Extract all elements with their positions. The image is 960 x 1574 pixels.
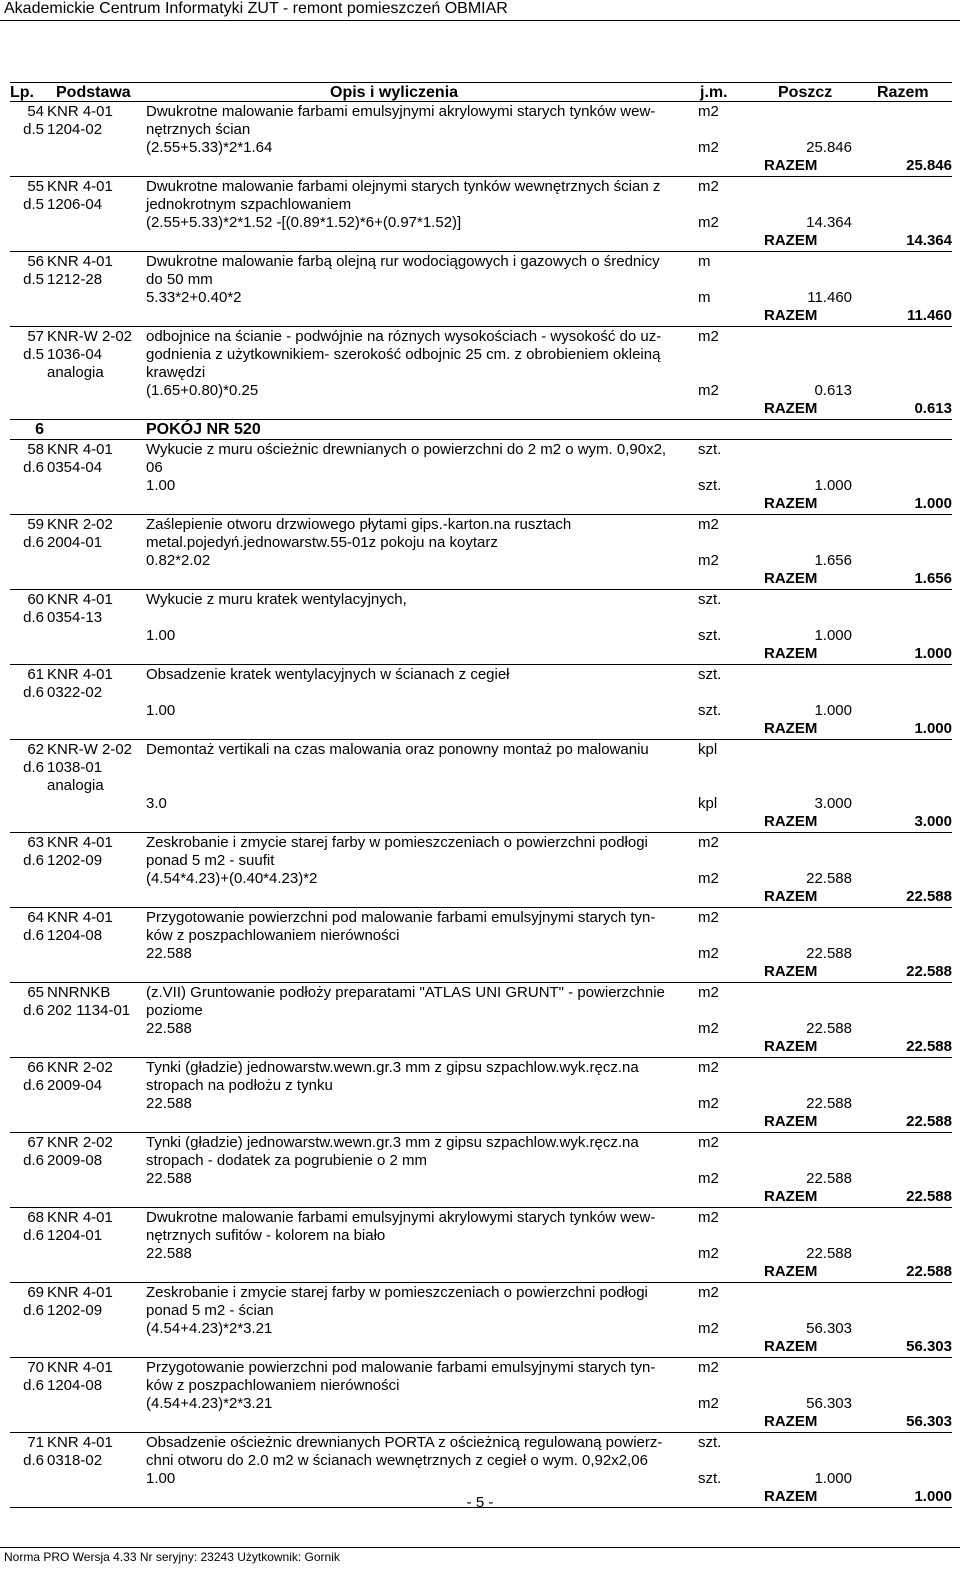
- item-partial-value: 3.000: [814, 795, 852, 812]
- item-total-value: 1.000: [914, 645, 952, 662]
- item-basis-line: KNR-W 2-02: [47, 741, 133, 758]
- item-unit: szt.: [698, 591, 722, 608]
- item-formula-unit: m2: [698, 139, 719, 156]
- item-basis-line: 1204-01: [47, 1227, 103, 1244]
- item-number: [10, 741, 44, 777]
- item-lp2: d.6: [23, 684, 44, 701]
- item-unit: m2: [698, 103, 719, 120]
- item-basis: [47, 666, 113, 702]
- item-total-label: RAZEM: [764, 1113, 818, 1130]
- item-total-value: 56.303: [906, 1413, 952, 1430]
- item-basis-line: KNR 4-01: [47, 1209, 113, 1226]
- item-partial-value: 14.364: [806, 214, 852, 231]
- item-formula-unit: szt.: [698, 477, 722, 494]
- item-lp: 55: [27, 178, 44, 195]
- item-number: [10, 441, 44, 477]
- item-total-label: RAZEM: [764, 157, 818, 174]
- table-row: [10, 590, 952, 665]
- col-opis: Opis i wyliczenia: [330, 84, 459, 101]
- item-basis: [47, 103, 113, 139]
- item-number: [10, 984, 44, 1020]
- item-basis-line: KNR 4-01: [47, 591, 113, 608]
- item-basis: [47, 441, 113, 477]
- item-formula: 1.00: [146, 477, 176, 494]
- item-number: [10, 253, 44, 289]
- item-lp: 70: [27, 1359, 44, 1376]
- item-unit: m2: [698, 909, 719, 926]
- item-formula-unit: m2: [698, 552, 719, 569]
- item-total-label: RAZEM: [764, 1038, 818, 1055]
- item-basis-line: KNR 2-02: [47, 516, 113, 533]
- item-basis: [47, 516, 113, 552]
- item-number: [10, 178, 44, 214]
- item-number: [10, 1209, 44, 1245]
- item-basis: [47, 1434, 113, 1470]
- item-partial-value: 22.588: [806, 1095, 852, 1112]
- item-basis-line: 1204-02: [47, 121, 103, 138]
- item-number: [10, 516, 44, 552]
- item-formula: (2.55+5.33)*2*1.52 -[(0.89*1.52)*6+(0.97*1.52)]: [146, 214, 462, 231]
- item-formula: 3.0: [146, 795, 167, 812]
- item-basis: [47, 909, 113, 945]
- item-lp2: d.6: [23, 852, 44, 869]
- item-formula-unit: szt.: [698, 702, 722, 719]
- item-lp: 61: [27, 666, 44, 683]
- item-basis-line: 1204-08: [47, 927, 103, 944]
- item-number: [10, 1134, 44, 1170]
- item-basis-line: 1202-09: [47, 1302, 103, 1319]
- item-total-label: RAZEM: [764, 1263, 818, 1280]
- item-total-value: 1.000: [914, 1488, 952, 1505]
- item-formula-unit: m2: [698, 1395, 719, 1412]
- item-unit: m2: [698, 328, 719, 345]
- item-partial-value: 1.000: [814, 1470, 852, 1487]
- item-total-value: 22.588: [906, 1113, 952, 1130]
- item-basis-line: KNR 2-02: [47, 1134, 113, 1151]
- item-number: [10, 591, 44, 627]
- item-lp: 59: [27, 516, 44, 533]
- item-description: Demontaż vertikali na czas malowania oraz ponowny montaż po malowaniu: [146, 741, 649, 758]
- item-formula-unit: m2: [698, 1245, 719, 1262]
- item-basis-line: analogia: [47, 364, 104, 381]
- col-jm: j.m.: [700, 84, 728, 101]
- item-total-label: RAZEM: [764, 963, 818, 980]
- room-title: POKÓJ NR 520: [146, 421, 261, 438]
- item-description: Obsadzenie kratek wentylacyjnych w ścianach z cegieł: [146, 666, 510, 683]
- item-basis: [47, 1134, 113, 1170]
- item-basis-line: 202 1134-01: [47, 1002, 131, 1019]
- item-lp2: d.6: [23, 1377, 44, 1394]
- item-formula: (4.54+4.23)*2*3.21: [146, 1320, 273, 1337]
- footer-text: Norma PRO Wersja 4.33 Nr seryjny: 23243 Użytkownik: Gornik: [4, 1550, 340, 1564]
- item-partial-value: 1.656: [814, 552, 852, 569]
- item-formula: (4.54+4.23)*2*3.21: [146, 1395, 273, 1412]
- item-total-label: RAZEM: [764, 1488, 818, 1505]
- item-number: [10, 834, 44, 870]
- item-total-label: RAZEM: [764, 307, 818, 324]
- item-basis: [47, 253, 113, 289]
- item-total-value: 14.364: [906, 232, 952, 249]
- item-total-value: 25.846: [906, 157, 952, 174]
- table-row: [10, 515, 952, 590]
- item-formula: (1.65+0.80)*0.25: [146, 382, 259, 399]
- item-total-value: 1.656: [914, 570, 952, 587]
- table-row: [10, 177, 952, 252]
- item-basis-line: 1038-01: [47, 759, 103, 776]
- table-row: [10, 1283, 952, 1358]
- table-row: [10, 1358, 952, 1433]
- table-row: [10, 740, 952, 833]
- room-row: [10, 420, 952, 440]
- item-basis-line: NNRNKB: [47, 984, 111, 1001]
- item-unit: m2: [698, 516, 719, 533]
- item-basis: [47, 328, 132, 382]
- item-total-value: 22.588: [906, 963, 952, 980]
- item-partial-value: 56.303: [806, 1395, 852, 1412]
- item-number: [10, 909, 44, 945]
- table-row: [10, 252, 952, 327]
- item-formula-unit: m2: [698, 1095, 719, 1112]
- item-partial-value: 22.588: [806, 1245, 852, 1262]
- item-total-value: 11.460: [906, 307, 952, 324]
- item-number: [10, 1434, 44, 1470]
- page-number: - 5 -: [466, 1494, 494, 1511]
- item-formula-unit: m2: [698, 870, 719, 887]
- col-lp: Lp.: [10, 84, 34, 101]
- item-lp2: d.5: [23, 121, 44, 138]
- item-total-label: RAZEM: [764, 888, 818, 905]
- item-total-label: RAZEM: [764, 570, 818, 587]
- item-lp2: d.6: [23, 1152, 44, 1169]
- item-lp2: d.6: [23, 927, 44, 944]
- footer-rule: [0, 1547, 960, 1548]
- table-row: [10, 440, 952, 515]
- item-lp: 67: [27, 1134, 44, 1151]
- item-number: [10, 1284, 44, 1320]
- item-description: Wykucie z muru ościeżnic drewnianych o powierzchni do 2 m2 o wym. 0,90x2, 06: [146, 441, 667, 476]
- item-lp2: d.6: [23, 1227, 44, 1244]
- item-lp2: d.5: [23, 271, 44, 288]
- item-total-label: RAZEM: [764, 813, 818, 830]
- item-formula-unit: kpl: [698, 795, 718, 812]
- item-formula: 1.00: [146, 702, 176, 719]
- item-description: odbojnice na ścianie - podwójnie na róznych wysokościach - wysokość do uz- godnienia z użytkownikiem- szerokość odbojnic 25 cm. z obrobieniem okleiną krawędzi: [146, 328, 662, 381]
- item-lp: 66: [27, 1059, 44, 1076]
- table-row: [10, 983, 952, 1058]
- item-description: Dwukrotne malowanie farbami olejnymi starych tynków wewnętrznych ścian z jednokrotnym szpachlowaniem: [146, 178, 661, 213]
- item-unit: m: [698, 253, 711, 270]
- item-lp2: d.6: [23, 1077, 44, 1094]
- item-lp2: d.5: [23, 196, 44, 213]
- item-basis-line: KNR 4-01: [47, 253, 113, 270]
- col-razem: Razem: [877, 84, 929, 101]
- item-basis-line: KNR 4-01: [47, 1434, 113, 1451]
- item-basis: [47, 591, 113, 627]
- item-lp: 60: [27, 591, 44, 608]
- item-partial-value: 56.303: [806, 1320, 852, 1337]
- item-description: Zeskrobanie i zmycie starej farby w pomieszczeniach o powierzchni podłogi ponad 5 m2 - ścian: [146, 1284, 648, 1319]
- item-basis: [47, 984, 130, 1020]
- item-basis-line: 2009-04: [47, 1077, 103, 1094]
- item-formula-unit: m2: [698, 1020, 719, 1037]
- item-description: Dwukrotne malowanie farbami emulsyjnymi akrylowymi starych tynków wew- nętrznych ścian: [146, 103, 656, 138]
- item-total-value: 3.000: [914, 813, 952, 830]
- item-unit: m2: [698, 834, 719, 851]
- item-total-value: 0.613: [914, 400, 952, 417]
- item-total-label: RAZEM: [764, 232, 818, 249]
- table-row: [10, 833, 952, 908]
- table-row: [10, 1133, 952, 1208]
- item-number: [10, 1359, 44, 1395]
- item-formula: 1.00: [146, 1470, 176, 1487]
- item-total-label: RAZEM: [764, 720, 818, 737]
- item-basis: [47, 834, 113, 870]
- table-body: [10, 102, 952, 1508]
- item-lp: 63: [27, 834, 44, 851]
- item-partial-value: 22.588: [806, 945, 852, 962]
- item-formula: 5.33*2+0.40*2: [146, 289, 242, 306]
- table-row: [10, 102, 952, 177]
- item-formula-unit: m2: [698, 945, 719, 962]
- item-basis-line: KNR 4-01: [47, 441, 113, 458]
- item-basis: [47, 1359, 113, 1395]
- item-basis-line: KNR-W 2-02: [47, 328, 133, 345]
- col-poszcz: Poszcz: [778, 84, 833, 101]
- item-lp: 54: [27, 103, 44, 120]
- item-unit: m2: [698, 984, 719, 1001]
- item-total-value: 56.303: [906, 1338, 952, 1355]
- item-number: [10, 103, 44, 139]
- item-lp: 64: [27, 909, 44, 926]
- item-lp: 68: [27, 1209, 44, 1226]
- item-basis: [47, 1284, 113, 1320]
- item-total-label: RAZEM: [764, 1188, 818, 1205]
- item-total-value: 22.588: [906, 1263, 952, 1280]
- item-description: Zaślepienie otworu drzwiowego płytami gips.-karton.na rusztach metal.pojedyń.jednowarstw.55-01z pokoju na koytarz: [146, 516, 572, 551]
- item-unit: szt.: [698, 1434, 722, 1451]
- item-unit: m2: [698, 178, 719, 195]
- item-formula: 0.82*2.02: [146, 552, 211, 569]
- item-formula-unit: szt.: [698, 627, 722, 644]
- item-partial-value: 1.000: [814, 702, 852, 719]
- item-formula-unit: m: [698, 289, 711, 306]
- table-row: [10, 908, 952, 983]
- item-unit: m2: [698, 1209, 719, 1226]
- page-header-title: Akademickie Centrum Informatyki ZUT - remont pomieszczeń OBMIAR: [4, 0, 508, 17]
- item-description: Dwukrotne malowanie farbami emulsyjnymi akrylowymi starych tynków wew- nętrznych sufitów - kolorem na biało: [146, 1209, 656, 1244]
- item-description: Przygotowanie powierzchni pod malowanie farbami emulsyjnymi starych tyn- ków z poszpachlowaniem nierówności: [146, 909, 656, 944]
- item-partial-value: 22.588: [806, 870, 852, 887]
- item-basis-line: 0318-02: [47, 1452, 103, 1469]
- item-formula-unit: m2: [698, 382, 719, 399]
- item-basis-line: 0354-04: [47, 459, 103, 476]
- item-formula: 22.588: [146, 1095, 192, 1112]
- item-basis-line: 0354-13: [47, 609, 103, 626]
- item-number: [10, 328, 44, 364]
- item-unit: m2: [698, 1134, 719, 1151]
- item-lp2: d.5: [23, 346, 44, 363]
- table-row: [10, 1058, 952, 1133]
- item-formula: 22.588: [146, 1020, 192, 1037]
- item-description: Obsadzenie ościeżnic drewnianych PORTA z ościeżnicą regulowaną powierz- chni otworu do 2.0 m2 w ścianach wewnętrznych z cegieł o wym. 0,92x2,06: [146, 1434, 663, 1469]
- item-total-value: 1.000: [914, 720, 952, 737]
- item-partial-value: 1.000: [814, 477, 852, 494]
- item-unit: m2: [698, 1359, 719, 1376]
- table-header: [10, 82, 952, 102]
- item-unit: szt.: [698, 666, 722, 683]
- item-formula: 22.588: [146, 945, 192, 962]
- item-basis-line: KNR 4-01: [47, 103, 113, 120]
- item-lp: 65: [27, 984, 44, 1001]
- item-total-value: 22.588: [906, 1038, 952, 1055]
- item-description: Tynki (gładzie) jednowarstw.wewn.gr.3 mm z gipsu szpachlow.wyk.ręcz.na stropach - dodatek za pogrubienie o 2 mm: [146, 1134, 639, 1169]
- item-partial-value: 25.846: [806, 139, 852, 156]
- item-total-label: RAZEM: [764, 495, 818, 512]
- item-basis-line: KNR 4-01: [47, 1359, 113, 1376]
- item-description: Wykucie z muru kratek wentylacyjnych,: [146, 591, 407, 608]
- item-number: [10, 666, 44, 702]
- item-description: Zeskrobanie i zmycie starej farby w pomieszczeniach o powierzchni podłogi ponad 5 m2 - suufit: [146, 834, 648, 869]
- item-total-label: RAZEM: [764, 1413, 818, 1430]
- table-row: [10, 327, 952, 420]
- header-rule: [0, 20, 960, 21]
- item-lp2: d.6: [23, 1002, 44, 1019]
- item-formula-unit: m2: [698, 1320, 719, 1337]
- item-lp: 57: [27, 328, 44, 345]
- item-formula-unit: szt.: [698, 1470, 722, 1487]
- item-description: (z.VII) Gruntowanie podłoży preparatami "ATLAS UNI GRUNT" - powierzchnie poziome: [146, 984, 665, 1019]
- item-basis-line: KNR 4-01: [47, 178, 113, 195]
- item-total-value: 1.000: [914, 495, 952, 512]
- item-basis: [47, 1059, 113, 1095]
- measurement-table: [10, 82, 952, 1508]
- item-basis-line: KNR 2-02: [47, 1059, 113, 1076]
- item-formula: (4.54*4.23)+(0.40*4.23)*2: [146, 870, 318, 887]
- item-basis-line: analogia: [47, 777, 104, 794]
- item-lp: 71: [27, 1434, 44, 1451]
- item-lp2: d.6: [23, 1452, 44, 1469]
- item-lp2: d.6: [23, 759, 44, 776]
- item-basis-line: KNR 4-01: [47, 666, 113, 683]
- item-description: Przygotowanie powierzchni pod malowanie farbami emulsyjnymi starych tyn- ków z poszpachlowaniem nierówności: [146, 1359, 656, 1394]
- item-basis-line: 1204-08: [47, 1377, 103, 1394]
- item-basis-line: 1202-09: [47, 852, 103, 869]
- item-formula: (2.55+5.33)*2*1.64: [146, 139, 273, 156]
- item-basis-line: 2009-08: [47, 1152, 103, 1169]
- item-lp: 56: [27, 253, 44, 270]
- item-total-value: 22.588: [906, 1188, 952, 1205]
- item-basis-line: KNR 4-01: [47, 834, 113, 851]
- room-number: 6: [35, 421, 44, 438]
- item-formula-unit: m2: [698, 214, 719, 231]
- item-lp2: d.6: [23, 534, 44, 551]
- item-basis-line: 1206-04: [47, 196, 103, 213]
- item-basis: [47, 178, 113, 214]
- item-description: Tynki (gładzie) jednowarstw.wewn.gr.3 mm z gipsu szpachlow.wyk.ręcz.na stropach na podłożu z tynku: [146, 1059, 639, 1094]
- item-number: [10, 1059, 44, 1095]
- item-total-label: RAZEM: [764, 400, 818, 417]
- item-total-label: RAZEM: [764, 645, 818, 662]
- item-formula: 22.588: [146, 1170, 192, 1187]
- item-partial-value: 0.613: [814, 382, 852, 399]
- item-formula: 1.00: [146, 627, 176, 644]
- item-unit: kpl: [698, 741, 718, 758]
- item-partial-value: 22.588: [806, 1020, 852, 1037]
- table-row: [10, 1208, 952, 1283]
- item-basis: [47, 1209, 113, 1245]
- item-formula-unit: m2: [698, 1170, 719, 1187]
- item-basis-line: 0322-02: [47, 684, 103, 701]
- item-description: Dwukrotne malowanie farbą olejną rur wodociągowych i gazowych o średnicy do 50 mm: [146, 253, 660, 288]
- item-total-value: 22.588: [906, 888, 952, 905]
- table-row: [10, 665, 952, 740]
- item-unit: szt.: [698, 441, 722, 458]
- item-basis-line: KNR 4-01: [47, 1284, 113, 1301]
- item-lp: 58: [27, 441, 44, 458]
- item-unit: m2: [698, 1059, 719, 1076]
- item-basis-line: 2004-01: [47, 534, 103, 551]
- item-lp2: d.6: [23, 609, 44, 626]
- item-basis-line: 1036-04: [47, 346, 103, 363]
- item-unit: m2: [698, 1284, 719, 1301]
- item-total-label: RAZEM: [764, 1338, 818, 1355]
- item-lp2: d.6: [23, 1302, 44, 1319]
- item-partial-value: 11.460: [807, 289, 852, 306]
- item-partial-value: 22.588: [806, 1170, 852, 1187]
- item-basis-line: 1212-28: [47, 271, 103, 288]
- item-lp2: d.6: [23, 459, 44, 476]
- item-basis-line: KNR 4-01: [47, 909, 113, 926]
- item-basis: [47, 741, 132, 795]
- item-lp: 69: [27, 1284, 44, 1301]
- col-podstawa: Podstawa: [56, 84, 131, 101]
- item-formula: 22.588: [146, 1245, 192, 1262]
- item-lp: 62: [27, 741, 44, 758]
- item-partial-value: 1.000: [814, 627, 852, 644]
